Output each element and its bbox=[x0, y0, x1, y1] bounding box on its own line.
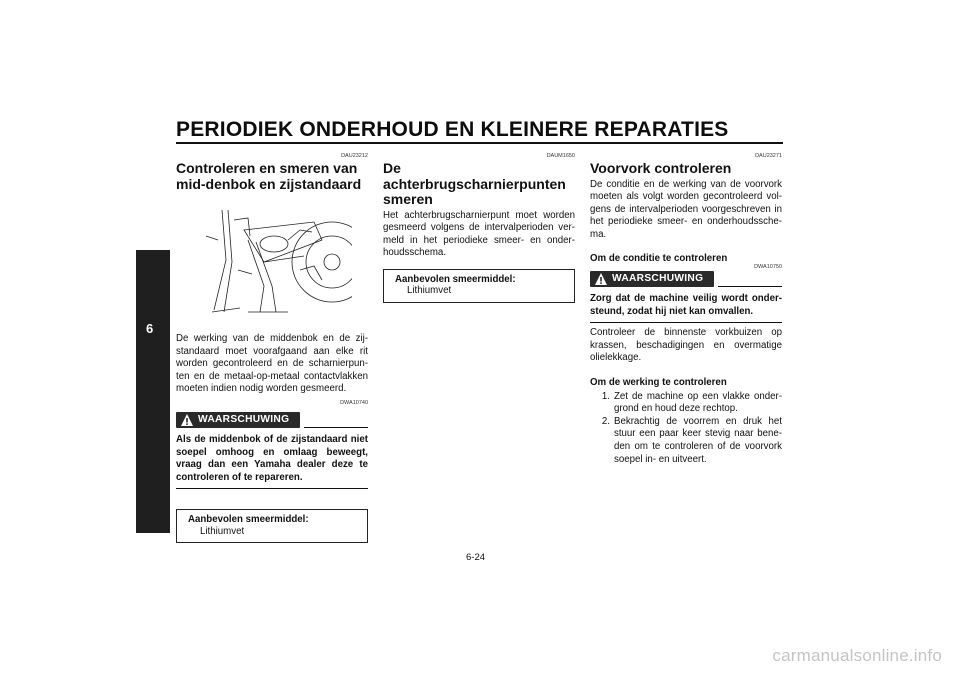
warning-end-rule bbox=[176, 488, 368, 489]
warning-banner bbox=[590, 264, 782, 291]
step-number: 2. bbox=[601, 415, 610, 427]
body-text: De conditie en de werking van de voorvork moeten als volgt worden gecontroleerd vol-gens de intervalperioden voorgeschreven in het periodieke smeer- en onderhoudssche-ma. bbox=[590, 178, 782, 240]
warning-text: Als de middenbok of de zijstandaard niet soepel omhoog en omlaag beweegt, vraag dan een Yamaha dealer deze te controleren of te repareren. bbox=[176, 433, 368, 483]
section-code: DAU23271 bbox=[755, 153, 782, 159]
centerstand-illustration bbox=[204, 200, 352, 320]
step-list bbox=[590, 391, 782, 467]
lubricant-value: Lithiumvet bbox=[200, 525, 245, 537]
chapter-number: 6 bbox=[146, 321, 154, 336]
body-text: De werking van de middenbok en de zij-standaard moet voorafgaand aan elke rit worden gecontroleerd en de scharnierpun-ten en de metaal-op-metaal contactvlakken moeten indien nodig worden gesmeerd. bbox=[176, 333, 368, 395]
watermark: carmanualsonline.info bbox=[772, 646, 942, 665]
lubricant-box bbox=[176, 509, 368, 543]
lubricant-box bbox=[383, 269, 575, 303]
warning-icon bbox=[180, 413, 194, 427]
step-number: 1. bbox=[601, 390, 610, 402]
page-title: PERIODIEK ONDERHOUD EN KLEINERE REPARATIES bbox=[176, 118, 729, 141]
body-text: Het achterbrugscharnierpunt moet worden gesmeerd volgens de intervalperioden ver-meld in het periodieke smeer- en onder-houdsschema. bbox=[383, 209, 575, 259]
subheading-condition: Om de conditie te controleren bbox=[590, 253, 728, 265]
column-2 bbox=[383, 152, 575, 303]
header-rule bbox=[176, 142, 783, 144]
column-1 bbox=[176, 152, 368, 543]
section-code: DAU23212 bbox=[341, 153, 368, 159]
section-code: DAUM1650 bbox=[546, 153, 575, 159]
warning-label: WAARSCHUWING bbox=[198, 413, 290, 425]
lubricant-value: Lithiumvet bbox=[407, 285, 452, 297]
section-title: Voorvork controleren bbox=[590, 160, 732, 176]
list-item bbox=[590, 416, 782, 466]
warning-text: Zorg dat de machine veilig wordt onder-steund, zodat hij niet kan omvallen. bbox=[590, 293, 782, 317]
subheading-operation: Om de werking te controleren bbox=[590, 377, 727, 389]
lubricant-title: Aanbevolen smeermiddel: bbox=[188, 514, 309, 526]
column-3 bbox=[590, 152, 782, 466]
body-text-inspection: Controleer de binnenste vorkbuizen op krassen, beschadigingen en overmatige olielekkage. bbox=[590, 327, 782, 364]
warning-label: WAARSCHUWING bbox=[612, 273, 704, 285]
warning-code: DWA10740 bbox=[340, 399, 368, 406]
lubricant-title: Aanbevolen smeermiddel: bbox=[395, 273, 516, 285]
section-title: De achterbrugscharnierpunten smeren bbox=[383, 160, 566, 207]
chapter-tab bbox=[136, 250, 170, 533]
page-number: 6-24 bbox=[466, 552, 486, 563]
step-text: Bekrachtig de voorrem en druk het stuur een paar keer stevig naar bene-den om te controleren of de voorvork soepel in- en uitveert. bbox=[614, 415, 782, 465]
warning-end-rule bbox=[590, 322, 782, 323]
list-item bbox=[590, 391, 782, 416]
step-text: Zet de machine op een vlakke onder-grond en houd deze rechtop. bbox=[614, 390, 782, 415]
section-title: Controleren en smeren van mid-denbok en zijstandaard bbox=[176, 160, 362, 192]
warning-icon bbox=[594, 272, 608, 286]
warning-code: DWA10750 bbox=[754, 264, 782, 271]
warning-banner bbox=[176, 410, 368, 432]
